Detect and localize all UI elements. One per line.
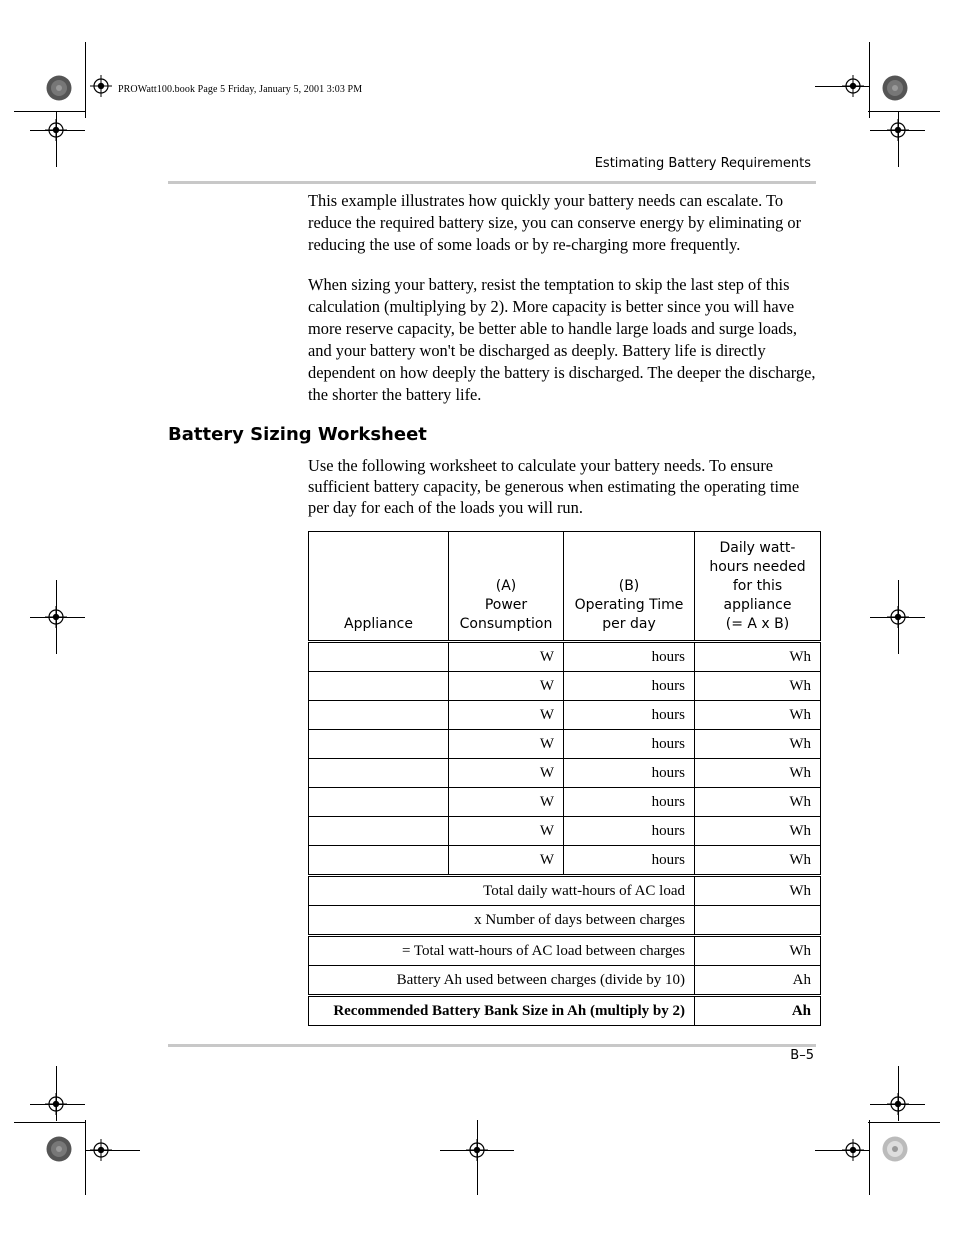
appliance-row [309,701,821,730]
appliance-row [309,788,821,817]
section-intro: Use the following worksheet to calculate your battery needs. To ensure sufficient battery capacity, be generous when estimating the operating time per day for each of the loads you will run. [308,456,800,517]
power-cell[interactable]: W [449,730,564,759]
color-rosette-icon [882,1136,908,1162]
time-cell[interactable]: hours [564,846,695,876]
appliance-cell[interactable] [309,788,449,817]
registration-mark-icon [90,75,112,97]
summary-label: x Number of days between charges [309,906,695,936]
daily-wh-cell[interactable]: Wh [695,817,821,846]
col-header-daily-watt-hours: Daily watt- hours needed for this appliance (= A x B) [695,532,821,642]
appliance-row [309,759,821,788]
registration-mark-icon [90,1139,112,1161]
color-rosette-icon [46,1136,72,1162]
registration-mark-icon [466,1139,488,1161]
appliance-cell[interactable] [309,730,449,759]
col-header-appliance: Appliance [309,532,449,642]
summary-row-days-between-charges [309,906,821,936]
daily-wh-cell[interactable]: Wh [695,788,821,817]
summary-value-cell[interactable] [695,906,821,936]
summary-row-total-daily [309,876,821,906]
section-heading: Battery Sizing Worksheet [168,424,427,445]
body-paragraph: This example illustrates how quickly your battery needs can escalate. To reduce the required battery size, you can conserve energy by eliminating or reducing the use of some loads or by re-charging more frequently. [308,191,802,254]
registration-mark-icon [887,1093,909,1115]
time-cell[interactable]: hours [564,788,695,817]
summary-label: Total daily watt-hours of AC load [309,876,695,906]
header-rule [168,181,816,184]
page-number: B–5 [790,1048,814,1063]
running-head: Estimating Battery Requirements [594,156,811,171]
appliance-row [309,846,821,876]
color-rosette-icon [882,75,908,101]
summary-row-total-between-charges [309,936,821,966]
daily-wh-cell[interactable]: Wh [695,730,821,759]
daily-wh-cell[interactable]: Wh [695,672,821,701]
appliance-cell[interactable] [309,672,449,701]
header-row [309,532,821,642]
appliance-cell[interactable] [309,846,449,876]
appliance-row [309,817,821,846]
daily-wh-cell[interactable]: Wh [695,846,821,876]
appliance-cell[interactable] [309,701,449,730]
registration-mark-icon [45,606,67,628]
appliance-row [309,672,821,701]
appliance-cell[interactable] [309,817,449,846]
summary-label: Recommended Battery Bank Size in Ah (multiply by 2) [309,996,695,1026]
body-paragraph: When sizing your battery, resist the temptation to skip the last step of this calculation (multiplying by 2). More capacity is better since you will have more reserve capacity, be better able to handle large loads and surge loads, and your battery won't be discharged as deeply. Battery life is directly dependent on how deeply the battery is discharged. The deeper the discharge, the shorter the battery life. [308,275,816,404]
summary-label: = Total watt-hours of AC load between charges [309,936,695,966]
appliance-row [309,642,821,672]
col-header-operating-time: (B) Operating Time per day [564,532,695,642]
summary-value-cell[interactable]: Wh [695,936,821,966]
summary-row-battery-ah-used [309,966,821,996]
time-cell[interactable]: hours [564,817,695,846]
print-slug: PROWatt100.book Page 5 Friday, January 5, 2001 3:03 PM [118,84,363,95]
daily-wh-cell[interactable]: Wh [695,701,821,730]
summary-row-recommended-bank-size [309,996,821,1026]
registration-mark-icon [842,75,864,97]
registration-mark-icon [45,1093,67,1115]
power-cell[interactable]: W [449,642,564,672]
summary-value-cell[interactable]: Wh [695,876,821,906]
power-cell[interactable]: W [449,759,564,788]
time-cell[interactable]: hours [564,759,695,788]
registration-mark-icon [887,606,909,628]
appliance-row [309,730,821,759]
power-cell[interactable]: W [449,701,564,730]
summary-value-cell[interactable]: Ah [695,966,821,996]
daily-wh-cell[interactable]: Wh [695,642,821,672]
daily-wh-cell[interactable]: Wh [695,759,821,788]
summary-label: Battery Ah used between charges (divide by 10) [309,966,695,996]
time-cell[interactable]: hours [564,672,695,701]
power-cell[interactable]: W [449,788,564,817]
time-cell[interactable]: hours [564,701,695,730]
power-cell[interactable]: W [449,846,564,876]
registration-mark-icon [887,119,909,141]
time-cell[interactable]: hours [564,642,695,672]
battery-sizing-worksheet [308,531,821,1026]
summary-value-cell[interactable]: Ah [695,996,821,1026]
power-cell[interactable]: W [449,817,564,846]
appliance-cell[interactable] [309,642,449,672]
color-rosette-icon [46,75,72,101]
col-header-power: (A) Power Consumption [449,532,564,642]
registration-mark-icon [842,1139,864,1161]
time-cell[interactable]: hours [564,730,695,759]
power-cell[interactable]: W [449,672,564,701]
footer-rule [168,1044,816,1047]
appliance-cell[interactable] [309,759,449,788]
registration-mark-icon [45,119,67,141]
